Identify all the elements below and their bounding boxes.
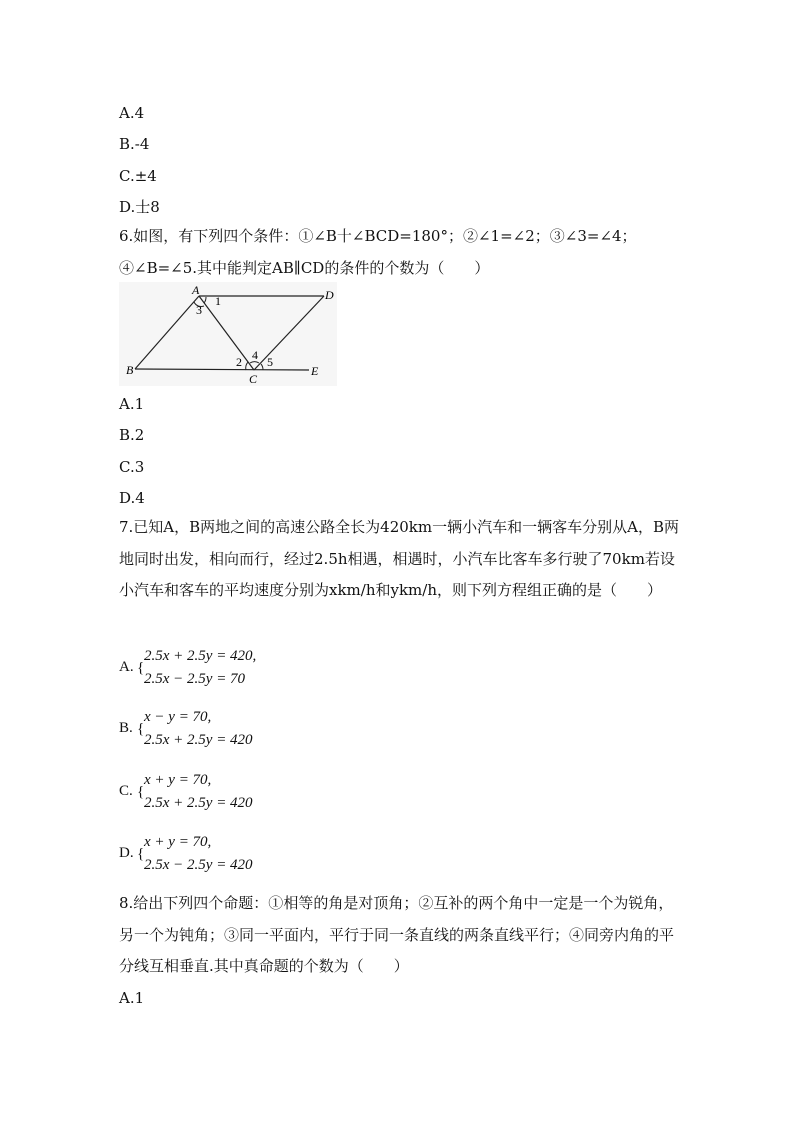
brace: { <box>137 721 145 737</box>
brace: { <box>137 846 145 862</box>
label-angle-4: 4 <box>252 348 258 362</box>
q6-geometry-figure <box>119 282 337 386</box>
q5-option-c: C.±4 <box>119 167 157 185</box>
option-label: B. <box>119 720 133 736</box>
q6-option-a: A.1 <box>119 395 145 413</box>
label-angle-2: 2 <box>236 355 242 369</box>
q5-option-a: A.4 <box>119 104 145 122</box>
q8-option-a: A.1 <box>119 989 145 1007</box>
label-angle-3: 3 <box>196 303 202 317</box>
q5-option-b: B.-4 <box>119 135 150 153</box>
q6-stem: 6.如图，有下列四个条件：①∠B十∠BCD=180°；②∠1=∠2；③∠3=∠4；④∠B=∠5.其中能判定AB∥CD的条件的个数为（ ） <box>119 227 637 277</box>
label-d: D <box>325 288 334 302</box>
label-angle-5: 5 <box>267 355 273 369</box>
equation-2: 2.5x − 2.5y = 420 <box>144 857 253 873</box>
equation-2: 2.5x + 2.5y = 420 <box>144 795 253 811</box>
equation-1: x + y = 70, <box>144 834 212 850</box>
label-angle-1: 1 <box>215 294 221 308</box>
label-a: A <box>192 283 200 297</box>
equation-1: x + y = 70, <box>144 772 212 788</box>
q6-option-d: D.4 <box>119 489 145 507</box>
label-e: E <box>311 364 319 378</box>
q6-option-c: C.3 <box>119 458 145 476</box>
equation-1: 2.5x + 2.5y = 420, <box>144 648 257 664</box>
q5-option-d: D.士8 <box>119 198 160 216</box>
equation-2: 2.5x − 2.5y = 70 <box>144 671 246 687</box>
q6-option-b: B.2 <box>119 426 145 444</box>
option-label: C. <box>119 783 133 799</box>
brace: { <box>137 784 145 800</box>
q6-figure-svg <box>119 282 337 386</box>
equation-1: x − y = 70, <box>144 709 212 725</box>
label-c: C <box>249 372 258 386</box>
label-b: B <box>126 363 134 377</box>
q7-stem: 7.已知A，B两地之间的高速公路全长为420km一辆小汽车和一辆客车分别从A，B两地同时出发，相向而行，经过2.5h相遇，相遇时，小汽车比客车多行驶了70km若设小汽车和客车的平均速度分别为xkm/h和ykm/h，则下列方程组正确的是（ ） <box>119 518 679 599</box>
q8-stem: 8.给出下列四个命题：①相等的角是对顶角；②互补的两个角中一定是一个为锐角，另一个为钝角；③同一平面内，平行于同一条直线的两条直线平行；④同旁内角的平分线互相垂直.其中真命题的个数为（ ） <box>119 894 675 975</box>
option-label: A. <box>119 659 134 675</box>
brace: { <box>137 660 145 676</box>
option-label: D. <box>119 845 134 861</box>
equation-2: 2.5x + 2.5y = 420 <box>144 732 253 748</box>
